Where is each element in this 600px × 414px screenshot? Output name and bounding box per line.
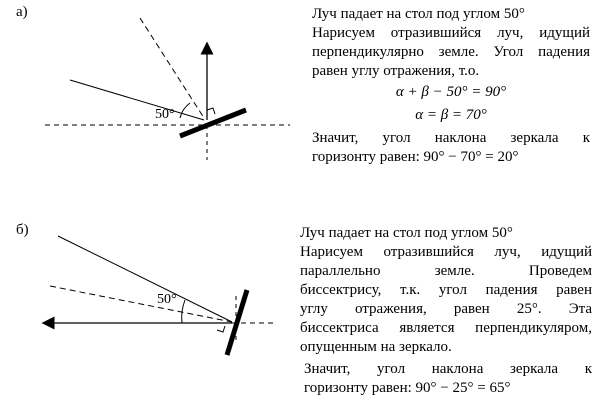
diagram-b — [48, 236, 274, 355]
part-b-label: б) — [16, 222, 29, 238]
angle-label-b: 50° — [157, 292, 177, 307]
part-b-line-2: Нарисуем отразившийся луч, идущий — [300, 244, 592, 260]
right-angle-a — [207, 108, 215, 114]
part-a-label: а) — [16, 4, 28, 20]
angle-arc-b — [182, 300, 185, 323]
part-a-line-1: Луч падает на стол под углом 50° — [312, 6, 525, 22]
part-b-conclusion-2: горизонту равен: 90° − 25° = 65° — [304, 380, 511, 396]
angle-label-a: 50° — [155, 107, 175, 122]
incident-ray-a — [140, 18, 204, 118]
part-b-line-6: биссектриса является перпендикуляром, — [300, 320, 592, 336]
part-b-line-7: опущенным на зеркало. — [300, 339, 452, 355]
part-b-line-5: углу отражения, равен 25°. Эта — [300, 301, 592, 317]
part-b-line-3: параллельно земле. Проведем — [300, 263, 592, 279]
part-a-text — [312, 5, 590, 167]
part-a-line-4: равен углу отражения, т.о. — [312, 63, 480, 79]
right-angle-b — [217, 326, 225, 332]
part-b-conclusion-1: Значит, угол наклона зеркала к — [304, 361, 592, 377]
part-b-line-4: биссектрису, т.к. угол падения равен — [300, 282, 592, 298]
part-a-conclusion-2: горизонту равен: 90° − 70° = 20° — [312, 149, 519, 165]
part-a-line-2: Нарисуем отразившийся луч, идущий — [312, 25, 590, 41]
bisector-b — [50, 286, 232, 322]
part-a-conclusion-1: Значит, угол наклона зеркала к — [312, 130, 590, 146]
diagram-a — [45, 18, 290, 160]
mirror-a — [180, 110, 246, 136]
incident-ray-b — [58, 236, 232, 322]
part-a-formula-2: α = β = 70° — [415, 107, 487, 123]
part-a-line-3: перпендикулярно земле. Угол падения — [312, 44, 590, 60]
part-a-formula-1: α + β − 50° = 90° — [395, 84, 507, 100]
part-b-line-1: Луч падает на стол под углом 50° — [300, 225, 513, 241]
part-b-text — [300, 224, 592, 398]
